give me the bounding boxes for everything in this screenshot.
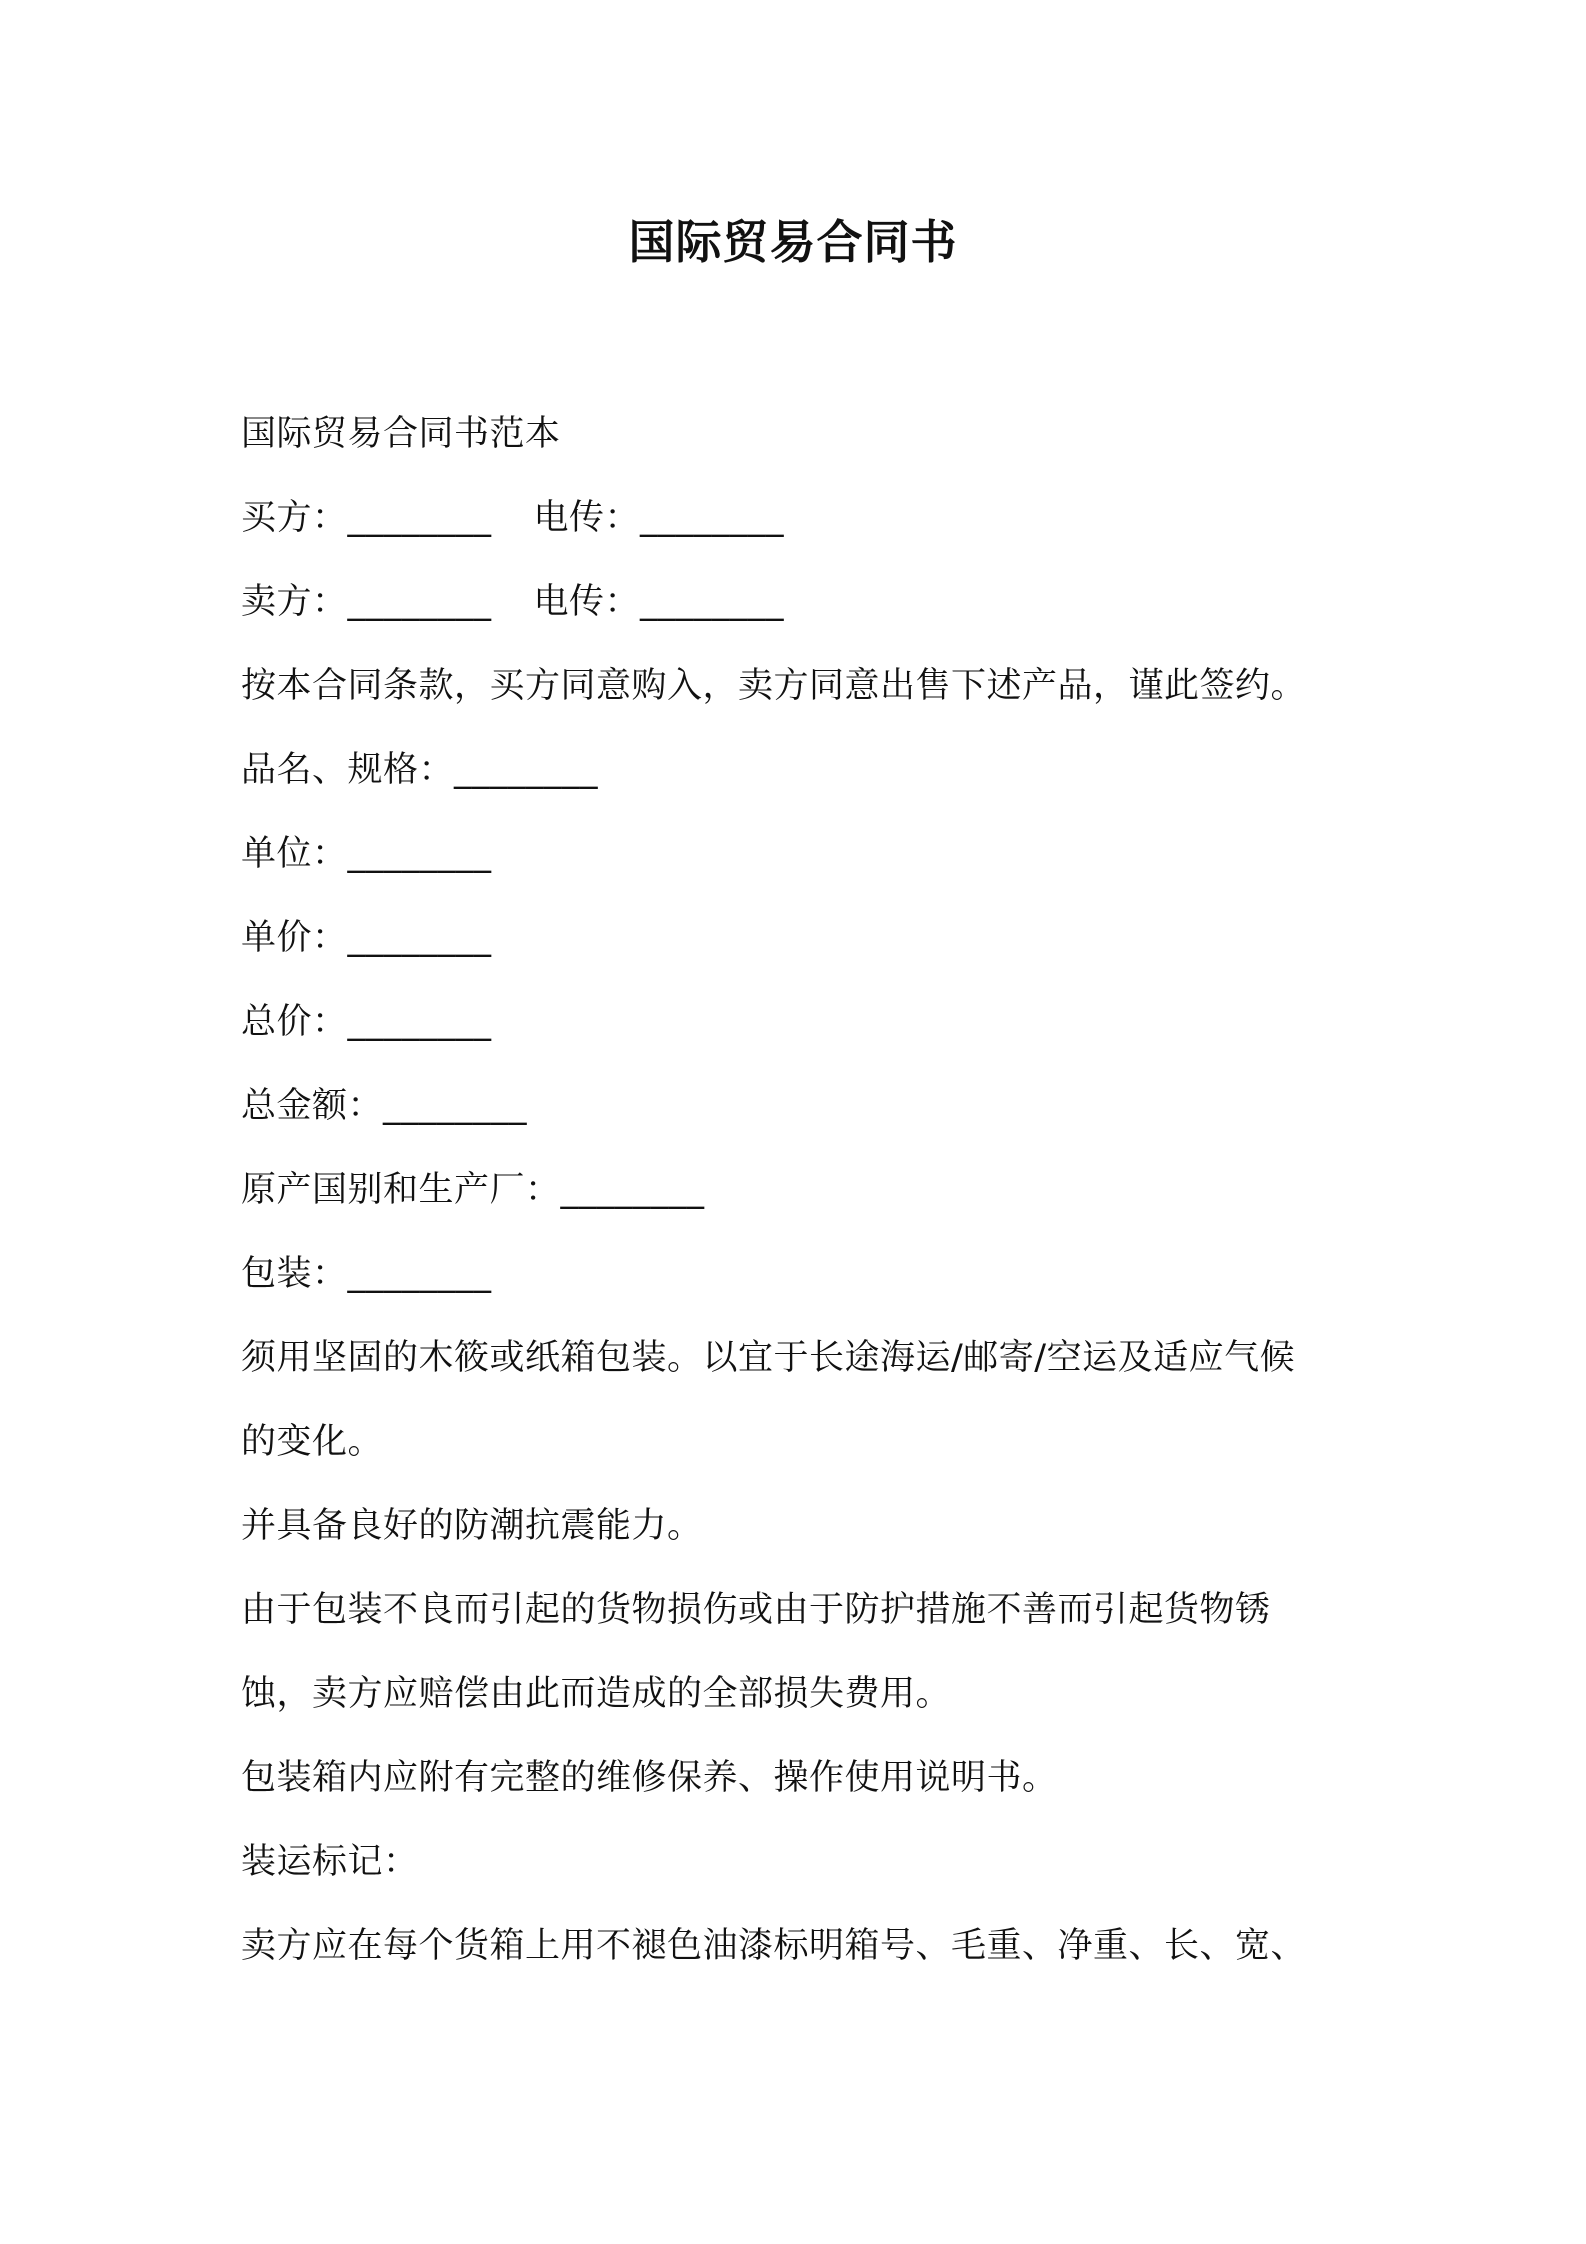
seller-fax-label: 电传：	[533, 582, 641, 622]
product-line: 品名、规格：________	[241, 750, 599, 790]
seller-line	[241, 570, 1361, 654]
buyer-line	[241, 486, 1361, 570]
packing-desc-line-3: 并具备良好的防潮抗震能力。	[241, 1506, 703, 1546]
subtitle-line: 国际贸易合同书范本	[241, 414, 561, 454]
intro-line: 按本合同条款，买方同意购入，卖方同意出售下述产品，谨此签约。	[241, 666, 1307, 706]
document-title: 国际贸易合同书	[628, 215, 958, 269]
total-price-line: 总价：________	[241, 1002, 492, 1042]
marking-desc-line: 卖方应在每个货箱上用不褪色油漆标明箱号、毛重、净重、长、宽、	[241, 1926, 1307, 1966]
packing-desc-line-1: 须用坚固的木筱或纸箱包装。以宜于长途海运/邮寄/空运及适应气候	[241, 1338, 1296, 1378]
document-body	[241, 402, 1361, 1998]
damage-line-2: 蚀，卖方应赔偿由此而造成的全部损失费用。	[241, 1674, 952, 1714]
packing-line: 包装：________	[241, 1254, 492, 1294]
buyer-fax-field: ________	[640, 498, 785, 538]
packing-desc-line-2: 的变化。	[241, 1422, 384, 1462]
origin-line: 原产国别和生产厂：________	[241, 1170, 705, 1210]
unit-line: 单位：________	[241, 834, 492, 874]
total-amount-line: 总金额：________	[241, 1086, 528, 1126]
seller-field: ________	[347, 582, 492, 622]
buyer-label: 买方：	[241, 498, 348, 538]
buyer-field: ________	[347, 498, 492, 538]
unit-price-line: 单价：________	[241, 918, 492, 958]
buyer-fax-label: 电传：	[533, 498, 641, 538]
manual-line: 包装箱内应附有完整的维修保养、操作使用说明书。	[241, 1758, 1058, 1798]
damage-line-1: 由于包装不良而引起的货物损伤或由于防护措施不善而引起货物锈	[241, 1590, 1271, 1630]
seller-label: 卖方：	[241, 582, 348, 622]
marking-label-line: 装运标记：	[241, 1842, 419, 1882]
seller-fax-field: ________	[640, 582, 785, 622]
